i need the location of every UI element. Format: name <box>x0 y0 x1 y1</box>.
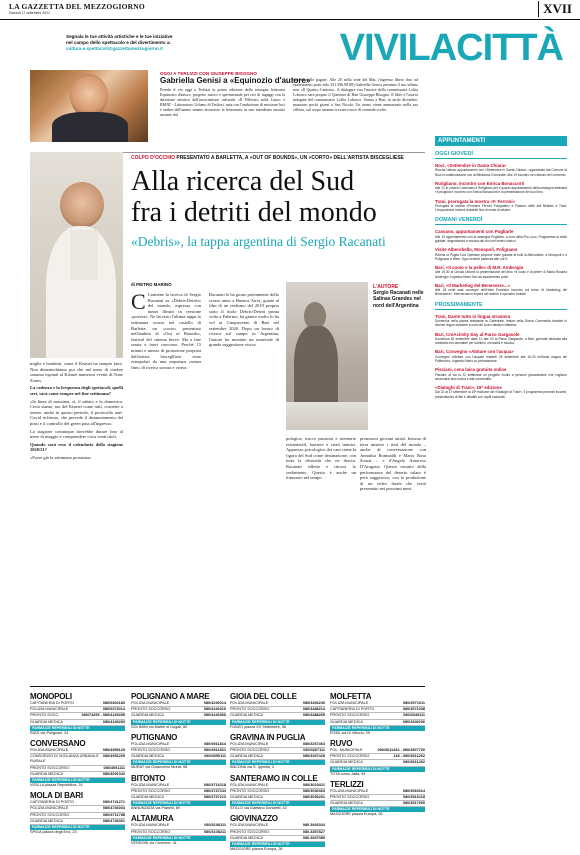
left-column-text <box>30 361 123 463</box>
phone-number: 080/3267428 <box>302 754 325 759</box>
phone-label: GUARDIA MEDICA <box>330 760 363 765</box>
phone-label: POLIZIA MUNICIPALE <box>230 823 269 828</box>
night-pharmacy-header: FARMACIE REPERIBILI DI NOTTE <box>131 720 226 725</box>
night-pharmacy-header: FARMACIE REPERIBILI DI NOTTE <box>131 836 226 841</box>
phone-label: POLIZIA MUNICIPALE <box>30 748 69 753</box>
event-item <box>435 349 567 363</box>
phone-number: 080/3349111 <box>403 713 425 718</box>
night-pharmacy-name: MURAT via Gioacchino Murat, 98 <box>131 765 188 770</box>
phone-label: PRONTO SOCCORSO <box>230 829 270 834</box>
event-title: «Dialoghi di Trani», 19ª edizione <box>435 384 502 390</box>
phone-number: 080/9373014 <box>102 707 125 712</box>
kicker-rest: PRESENTATO A BARLETTA, A «OUT OF BOUNDS», UN «CORTO» DELL'ARTISTA BISCEGLIESE <box>176 155 404 161</box>
night-pharmacy-name: FUNZO piazza XX Settembre, 56 <box>230 724 287 729</box>
night-pharmacy-header: FARMACIE REPERIBILI DI NOTTE <box>330 767 425 772</box>
body-col-1-text: Contiene la ricerca di Sergio Racanati su «Debris-Detriti» del mondo, espressa con mezzi filmici in versione «povera». Ne ha visto l'ultima tappa lo settimana scorsa nel castello di Barletta: un «corto» presentato nell'ambito di «Out of Bounds», festival del cinema breve. Ma a fine serata e fuori concorso. Perché 15 minuti e mezzo di proiezione proposti dall'artista bisceglliese sono estrapolati da una sequenza «senza fine» di ricerca sonora e visiva. <box>131 292 201 370</box>
caption-label: L'AUTORE <box>373 284 399 290</box>
phone-label: GUARDIA MEDICA <box>131 754 164 759</box>
pharmacy-block <box>131 814 226 846</box>
body-col-1 <box>131 292 201 677</box>
phone-number: 080/3716118 <box>204 782 226 787</box>
body-col-3: pologica, tracce passioni e memorie esistenziali, barriere e vitali immisi. Apprezzo psicologico dei cani come la figura del Sud come destinazione, con tutta la diversità che ne deriva. Racanati riflette e ritrova lo svelamento. Questo è anche un itinerario nel tempo. <box>286 436 356 481</box>
night-pharmacy-name: VIGILLA piazza Repubblica, 24 <box>30 783 83 788</box>
night-pharmacy-name: MAGGIORE piazza Europa, 26 <box>230 847 283 852</box>
phone-label: GUARDIA MEDICA <box>230 713 263 718</box>
phone-label: POLIZIA MUNICIPALE <box>330 788 369 793</box>
event-item <box>435 199 567 213</box>
phone-label: PRONTO SOCCORSO <box>131 748 171 753</box>
phone-label: PRONTO SOCCORSO <box>330 754 370 759</box>
phone-number: 080/4240310 <box>203 707 226 712</box>
phone-label: GUARDIA MEDICA <box>30 719 63 724</box>
event-title: Cassano, appuntamenti con Pugliarte <box>435 229 514 235</box>
bisogno-kicker: OGGI A TERLIZZI CON GIUSEPPE BISOGNO <box>160 71 257 76</box>
phone-number: 080/3971038 <box>402 707 425 712</box>
left-question: Quando sarà reso il calendario della stagione 2020/21? <box>30 441 123 453</box>
phone-label: PRONTO SOCCORSO <box>230 707 270 712</box>
event-body: Domenica 26 settembre dalle 10 alle 20 al Parco Gargasole, a Bari, giornata dedicata alla creatività con laboratori per bambini, mercatini e musica. <box>435 336 567 346</box>
phone-label: GUARDIA MEDICA <box>230 795 263 800</box>
pharmacy-city: CONVERSANO <box>30 739 86 749</box>
event-item <box>435 247 567 261</box>
left-column <box>30 152 123 682</box>
headline-kicker <box>131 155 404 161</box>
phone-number: 080/3971011 <box>403 701 425 705</box>
masthead-date: Giovedì 17 settembre 2021 <box>9 11 50 15</box>
event-title: Bari, CreActivity Day al Parco Gargasole <box>435 331 520 337</box>
bisogno-article <box>160 71 420 117</box>
event-body: Alle 19 appuntamento con la rassegna Pugliarte, a cura della Pro Loco. Programma di visite guidate, degustazioni e musica dal vivo nel centro storico. <box>435 234 567 244</box>
pharmacy-block <box>330 692 425 736</box>
event-item <box>435 229 567 243</box>
promo-line1: Segnala le tue attività artistiche e le tue iniziative <box>66 34 173 39</box>
phone-label: PRONTO SOCCORSO <box>230 788 270 793</box>
event-title: Trani, Dante tutto in lingua straniera <box>435 313 511 319</box>
sidebar-domani: DOMANI VENERDÌ <box>435 217 567 225</box>
bisogno-col1: Prende il via oggi a Terlizzi la prima edizione della rassegna letteraria Equinozio d'autore, progetto nuovo e sperimentale per reti di ingaggi con la direzione artistica dell'associazione culturale «Il Pifferaio sulla Luna» e BMAT - Laboratorio Urbano di Terlizzi, nata con l'ambizione di mostrare luci e ombre dell'animo umano attraverso la letteratura, in uno meridiano astratto assunto dal <box>160 87 285 117</box>
phone-number: 080/3516118 <box>403 795 425 800</box>
phone-number: 080/4959129 <box>102 748 125 753</box>
phone-label: GUARDIA MEDICA <box>30 818 63 823</box>
phone-label: GUARDIA MEDICA <box>131 713 164 718</box>
appointments-sidebar <box>435 136 567 836</box>
phone-label: GUARDIA MEDICA <box>30 771 63 776</box>
pharmacy-block <box>30 692 125 736</box>
sidebar-prossimamente: PROSSIMAMENTE <box>435 302 567 310</box>
event-body: Pisciani, al via la 22 settimana un progetto rivolto a persone giovanissime che vogliono avvicinarsi alla cucina e alla convivialità. <box>435 372 567 381</box>
event-title: Bari, «Il Marketing del Benessere...» <box>435 282 510 288</box>
pharmacy-block <box>131 774 226 812</box>
event-body: Prorogata la mostra «Fernand Ferroni Fotografie» a Palazzo delle Arti Beltrani a Trani. L'esposizione resterà visitabile fino al mese di ottobre. <box>435 204 567 213</box>
phone-label: POLIZIA MUNICIPALE <box>131 701 170 705</box>
night-pharmacy-header: FARMACIE REPERIBILI DI NOTTE <box>230 720 325 725</box>
event-body: Alle 21 in piazza Colamussi a Rutigliano per il quarto appuntamento della rassegna letteraria «Il prugnolo» incontro con Enrica Bonaccorti e la presentazione del suo libro. <box>435 186 567 195</box>
event-item <box>435 181 567 195</box>
pharmacy-city: POLIGNANO A MARE <box>131 692 210 701</box>
event-item <box>435 314 567 328</box>
phone-number: 080/3517900 <box>402 801 425 806</box>
phone-number: 080/3036201 <box>302 795 325 800</box>
phone-label: POL. MUNICIPALE <box>330 748 363 753</box>
photo-caption <box>373 284 425 309</box>
left-text-1: miglie e bambini, come il Kismet ha sempre fatto. Non dimentichiamo poi che nel mese di ottobre saranno ospitati al Kismet numerosi eventi di Time Zones. <box>30 361 123 383</box>
promo-box <box>66 34 296 52</box>
left-text-3: La stagione comunque dovrebbe durare fino al mese di maggio e comprendere circa venti titoli. <box>30 428 123 440</box>
phone-label: PRONTO SOCC. <box>30 713 60 718</box>
phone-number: 080/3267111 <box>303 748 325 753</box>
phone-label: POLIZIA MUNICIPALE <box>30 806 69 811</box>
phone-number: 080/3108111 <box>204 823 226 828</box>
phone-label: POLIZIA MUNICIPALE <box>230 741 269 746</box>
event-body: Alle 19.30 al Circolo Unione la presentazione del libro «Il cuoio e la pelle» di Maria Rosaria Ambrogio. Ingresso libero fino ad esaurimento posti. <box>435 270 567 279</box>
sidebar-title: APPUNTAMENTI <box>435 136 567 146</box>
night-pharmacy-name: MAGGIORE piazza Europa, 26 <box>330 812 383 817</box>
page-number: XVII <box>538 1 572 17</box>
phone-number: 080.3947089 <box>302 835 325 840</box>
pharmacy-city: MOLFETTA <box>330 692 372 701</box>
phone-number: 080/4091111 <box>103 765 125 770</box>
phone-label: GUARDIA MEDICA <box>230 835 263 840</box>
phone-number: 080/3488265 <box>302 713 325 718</box>
phone-number: 080/4741271 <box>102 800 125 805</box>
night-pharmacy-name: STILLO via Gaetano Donizetti, 42 <box>230 806 287 811</box>
event-body: Dal 22 al 27 settembre la 19ª edizione dei «Dialoghi di Trani». Il programma prevede incontri, presentazioni di libri e dibattiti con ospiti nazionali. <box>435 390 567 399</box>
pharmacy-block <box>30 791 125 835</box>
phone-number: 080/9302183 <box>102 701 125 705</box>
event-title: Trani, prorogata la mostra «F. Ferroni» <box>435 198 516 204</box>
phone-label: CAPITANERIA DI PORTO <box>330 707 375 712</box>
phone-label: PRONTO SOCCORSO <box>131 829 171 834</box>
phone-number: 080/4240366 <box>203 713 226 718</box>
phone-number: 080.3357827 <box>302 829 325 834</box>
night-pharmacy-name: SPIGA piazza degli Eroi, 23 <box>30 830 77 835</box>
pharmacy-city: SANTERAMO IN COLLE <box>230 773 318 783</box>
event-body: Alle 18 nella sala convegni dell'Hotel Excelsior incontro sul tema «Il Marketing del Benessere». Interverranno esperti del settore e operatori turistici. <box>435 288 567 297</box>
dropcap: C <box>131 292 146 314</box>
night-pharmacy-name: SOLIMINI via Martiri di Dogali, 60 <box>131 724 188 729</box>
pharmacy-block <box>131 733 226 771</box>
phone-label: PRONTO SOCCORSO <box>131 788 171 793</box>
phone-number: 118 - 080/3611262 <box>393 754 425 759</box>
phone-label: CAPITANERIA DI PORTO <box>30 701 75 705</box>
night-pharmacy-name: ANNUNZIATA via Planelli, 89 <box>131 806 181 811</box>
event-item <box>435 265 567 279</box>
event-item <box>435 367 567 381</box>
pharmacy-city: RUVO <box>330 739 353 749</box>
night-pharmacy-header: FARMACIE REPERIBILI DI NOTTE <box>30 726 125 731</box>
headline-line1: Alla ricerca del Sud <box>131 166 355 197</box>
night-pharmacy-header: FARMACIE REPERIBILI DI NOTTE <box>30 825 125 830</box>
phone-label: PRONTO SOCCORSO <box>330 713 370 718</box>
night-pharmacy-header: FARMACIE REPERIBILI DI NOTTE <box>230 760 325 765</box>
phone-number: 080/4911814 <box>204 741 226 746</box>
event-title: Rutigliano, incontro con Enrica Bonaccorti <box>435 180 525 186</box>
event-item <box>435 283 567 297</box>
promo-email[interactable]: cultura.e.spettacoli@gazzettamezzogiorno.it <box>66 46 163 51</box>
phone-number: 080/4911821 <box>204 748 226 753</box>
phone-label: POLIZIA MUNICIPALE <box>330 701 369 705</box>
masthead <box>0 0 580 20</box>
event-item <box>435 385 567 399</box>
phone-number: 080/4091342 <box>102 771 125 776</box>
pharmacy-city: GRAVINA IN PUGLIA <box>230 732 306 742</box>
pharmacy-city: MOLA DI BARI <box>30 791 83 801</box>
phone-label: GUARDIA MEDICA <box>330 719 363 724</box>
main-photo <box>286 282 368 430</box>
pharmacy-city: ALTAMURA <box>131 814 174 824</box>
bisogno-col2: rumore delle pagine. Alle 20 nella sede del Mat, (ingresso libero fino ad esaurimento posti info 331.396.98.80) Gabriella Genisi presenta il suo ultimo noir «Il Quattro Cantoni». A dialogare con l'autrice della commissaria Lolita Lobosco sarà proprio il Questore di Bari Giuseppe Bisogno. Il libro è l'ottava indagine del commissario Lolita Lobosco. Siamo a Bari, in tardo dicembre, mancano pochi giorni a San Nicola. Un uomo viene ammazzato nella sua villetta, sul corpo saranno trovate tracce di cremede scelto. <box>293 77 418 112</box>
phone-number: 080/4050111 <box>204 754 226 759</box>
phone-number: 080/3737213 <box>203 795 226 800</box>
pharmacy-block <box>131 692 226 730</box>
phone-label: GUARDIA MEDICA <box>330 801 363 806</box>
night-pharmacy-header: FARMACIE REPERIBILI DI NOTTE <box>131 801 226 806</box>
genisi-photo <box>30 70 148 142</box>
phone-number: 080/3036363 <box>302 788 325 793</box>
pharmacy-block <box>30 739 125 788</box>
phone-label: PRONTO SOCCORSO <box>230 748 270 753</box>
pharmacy-city: BITONTO <box>131 773 166 783</box>
phone-label: CAPITANERIA DI PORTO <box>30 800 75 805</box>
phone-label: POLIZIA MUNICIPALE <box>131 823 170 828</box>
event-body: Convegno «Abitare con l'acqua» martedì 28 settembre alle 16.30 nell'aula magna del Politecnico. Ingresso libero su prenotazione. <box>435 354 567 363</box>
phone-number: 080/4240014 <box>203 701 226 705</box>
phone-number: 080/3488214 <box>302 707 325 712</box>
phone-label: PRONTO SOCCORSO <box>131 707 171 712</box>
night-pharmacy-name: TOTA corso Jatta, 54 <box>330 771 366 776</box>
phone-label: POLIZIA MUNICIPALE <box>131 741 170 746</box>
event-title: Visite Alberobello, Monopoli, Polignano <box>435 247 518 253</box>
event-body: Domenica nella piazza antistante la Cattedrale, letture della Divina Commedia tradotte in diverse lingue straniere a cura del Liceo classico cittadino. <box>435 319 567 328</box>
night-pharmacy-header: FARMACIE REPERIBILI DI NOTTE <box>230 842 325 847</box>
pharmacy-block <box>230 814 325 852</box>
night-pharmacy-name: ANCONA via S. Ippolito, 2 <box>230 765 275 770</box>
byline: di PIETRO MARINO <box>131 282 172 287</box>
headline-title <box>131 166 377 228</box>
pharmacies-col-2 <box>131 692 226 849</box>
phone-number: 080/4711788 <box>103 812 125 817</box>
pharmacy-city: MONOPOLI <box>30 692 72 701</box>
phone-number: 080/4736001 <box>102 818 125 823</box>
pharmacy-city: TERLIZZI <box>330 779 364 789</box>
event-title: Bari, Convegno «Abitare con l'acqua» <box>435 349 514 355</box>
phone-number: 080/4149283 <box>102 719 125 724</box>
phone-number: 080/3267463 <box>302 741 325 746</box>
phone-number: 080/74295 - 080/4149285 <box>81 713 125 718</box>
sidebar-oggi: OGGI GIOVEDÌ <box>435 151 567 159</box>
phone-label: POLIZIA MUNICIPALE <box>230 782 269 787</box>
phone-label: POLIZIA MUNICIPALE <box>131 782 170 787</box>
bisogno-title: Gabriella Genisi a «Equinozio d'autore» <box>160 76 311 85</box>
pharmacies-col-4 <box>330 692 425 821</box>
phone-number: 080/3611262 <box>403 760 425 765</box>
body-col-2: Racanati le ha girato prettamente dello scorso anno a Buenos Aires, grazie al film di un realismo del 2019 proprio sotto il titolo Debris-Detriti prima volta a Palermo, ha giunto molto lo ha vol ai Cinquecento di Bari nel settembre 2020. Dopo un lavoro di ricerca sul campo in Argentina, l'autore ha montato un materiale di grande suggestione visiva. <box>209 292 279 348</box>
promo-line2: nel campo dello spettacolo e del divertimento a: <box>66 40 171 45</box>
headline-subtitle: «Debris», la tappa argentina di Sergio Racanati <box>131 234 386 249</box>
kicker-red: COLPO D'OCCHIO <box>131 155 175 161</box>
night-pharmacy-header: FARMACIE REPERIBILI DI NOTTE <box>330 807 425 812</box>
pharmacy-block <box>330 739 425 777</box>
pharmacy-city: GIOIA DEL COLLE <box>230 692 297 701</box>
body-col-4: promuove giovani artisti. Intorno di terra mistero i testi del mondo – anche di conversazione con Annalisa Romualdi e Mario Rosa Sossai – e d'Angelo Amoroso D'Aragona. Questo estratto della performance del deserto salato è però suggestivo, con la produzione di un video finale che verrà presentato nei prossimi mesi. <box>360 436 426 492</box>
phone-number: 080/4736034 <box>102 806 125 811</box>
phone-number: 080/3516614 <box>402 788 425 793</box>
phone-label: PRONTO SOCCORSO <box>30 765 70 770</box>
phone-label: GUARDIA MEDICA <box>131 795 164 800</box>
phone-number: 080/3349206 <box>402 719 425 724</box>
phone-label: GUARDIA MEDICA <box>230 754 263 759</box>
pharmacy-city: GIOVINAZZO <box>230 814 278 824</box>
phone-label: PRONTO SOCCORSO <box>330 795 370 800</box>
night-pharmacy-name: EGIDI via Di Vittorio, 29 <box>330 730 371 735</box>
night-pharmacy-header: FARMACIE REPERIBILI DI NOTTE <box>30 778 125 783</box>
event-item <box>435 163 567 177</box>
event-title: Bari, «Il cuoio e la pelle» di M.R. Ambrogio <box>435 265 524 271</box>
night-pharmacy-name: VERDONI via Cicerone, 41 <box>131 840 177 845</box>
night-pharmacy-header: FARMACIE REPERIBILI DI NOTTE <box>131 760 226 765</box>
phone-number: 080/3737244 <box>203 788 226 793</box>
event-title: Pisciani, cena laica gratuita online <box>435 367 507 373</box>
caption-text: Sergio Racanati nelle Salinas Grandes nel nord dell'Argentina <box>373 290 424 309</box>
pharmacies-col-3 <box>230 692 325 855</box>
phone-number: 080/3611444 - 080/3607700 <box>377 748 425 753</box>
phone-label: CONSORZIO DI VIGILANZA URBANA E RURALE <box>30 754 99 764</box>
phone-label: POLIZIA MUNICIPALE <box>30 707 69 712</box>
phone-label: PRONTO SOCCORSO <box>30 812 70 817</box>
left-text-2: «In linea di massima, sì, il sabato e la domenica. Certo siamo, noi del Kismet come tutti, costrette a tenere, anche in questo periodo, il protocollo anti-Covid richiesto, che prevede il distanziamento dei posti e il controllo del green pass all'ingresso. <box>30 398 123 426</box>
phone-number: 080/3108211 <box>204 829 226 834</box>
phone-number: 080/3023421 <box>302 782 325 787</box>
event-body: Ritorna la Puglia Tour Operator propone visite guidate ai trulli di Alberobello, a Monopoli e a Polignano a Mare. Ogni venerdì partenza alle ore 9. <box>435 252 567 261</box>
pharmacy-block <box>330 780 425 818</box>
event-item <box>435 332 567 346</box>
phone-number: 080/4951209 <box>102 754 125 759</box>
event-body: Ritorna l'atteso appuntamento con «Settembre in Santa Chiara», organizzato dal Comune di Noci in collaborazione con la Biblioteca Comunale. Alle 19 incontro nel chiostro del convento. <box>435 168 567 177</box>
night-pharmacy-header: FARMACIE REPERIBILI DI NOTTE <box>330 726 425 731</box>
left-answer: «Forse già la settimana prossima». <box>30 454 93 460</box>
section-title: VIVILACITTÀ <box>339 27 563 69</box>
event-title: Noci, «Settembre in Santa Chiara» <box>435 163 507 168</box>
pharmacy-block <box>230 774 325 812</box>
headline-line2: fra i detriti del mondo <box>131 197 377 228</box>
left-photo <box>30 152 123 358</box>
pharmacies-col-1 <box>30 692 125 838</box>
phone-label: POLIZIA MUNICIPALE <box>230 701 269 705</box>
phone-number: 080.3942034 <box>302 823 325 828</box>
night-pharmacy-header: FARMACIE REPERIBILI DI NOTTE <box>230 801 325 806</box>
pharmacy-block <box>230 692 325 730</box>
pharmacy-phone-row <box>30 754 125 765</box>
left-highlight: La cadenza e la frequenza degli spettacoli, quelli seri, sarà come sempre nel fine settimana? <box>30 385 123 396</box>
phone-number: 080/3494240 <box>302 701 325 705</box>
pharmacy-block <box>230 733 325 771</box>
masthead-paper: LA GAZZETTA DEL MEZZOGIORNO <box>9 2 145 11</box>
night-pharmacy-name: RIZZI via Polignani, 24 <box>30 730 69 735</box>
pharmacy-city: PUTIGNANO <box>131 732 178 742</box>
